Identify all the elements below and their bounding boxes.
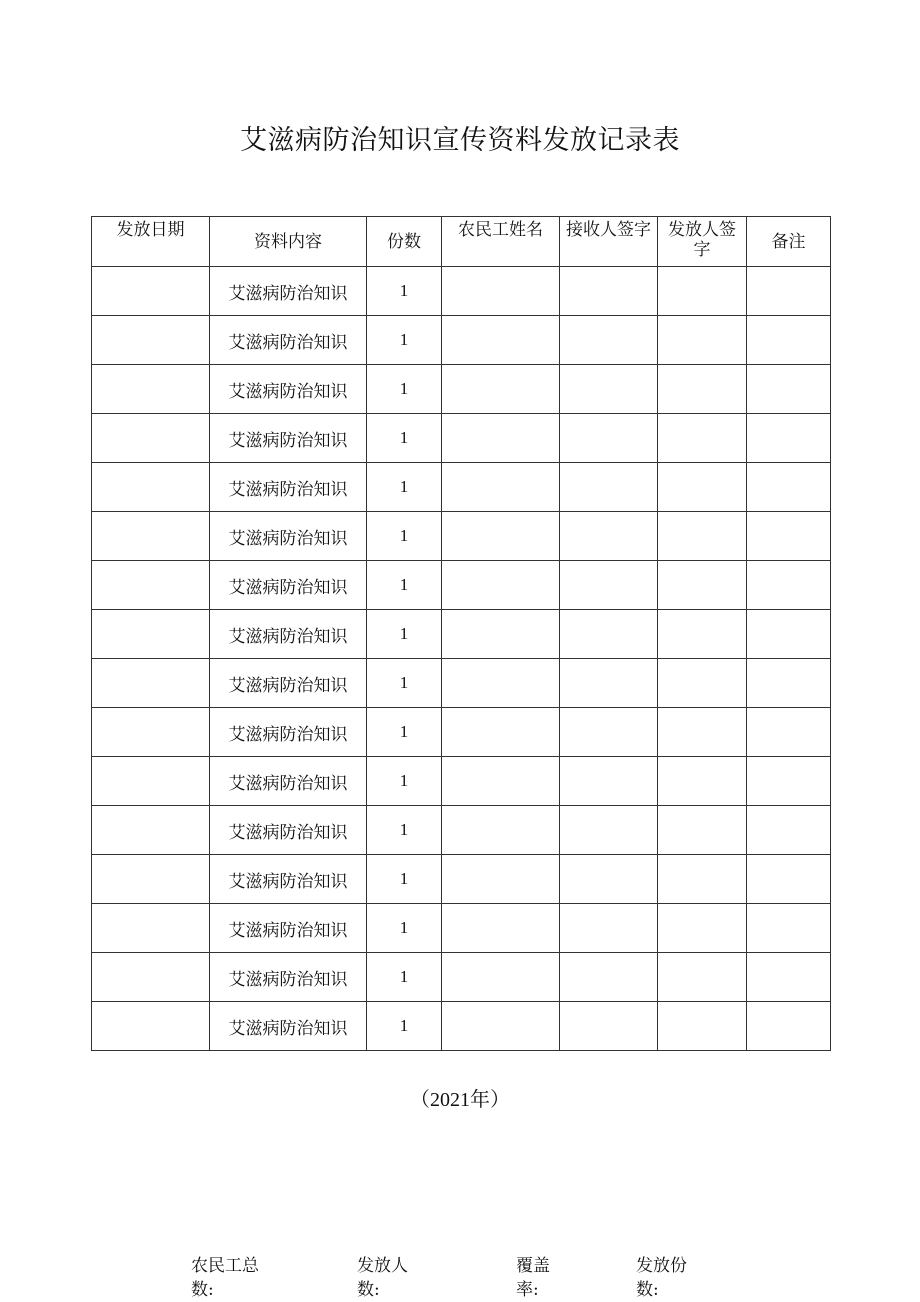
- cell-receiver-sign[interactable]: [560, 757, 658, 806]
- cell-remarks[interactable]: [747, 904, 831, 953]
- cell-remarks[interactable]: [747, 463, 831, 512]
- header-receiver-sign: 接收人签字: [560, 217, 658, 267]
- cell-distributor-sign[interactable]: [658, 610, 747, 659]
- cell-remarks[interactable]: [747, 610, 831, 659]
- cell-distributor-sign[interactable]: [658, 365, 747, 414]
- footer-copies-issued: [636, 1254, 687, 1302]
- header-content: 资料内容: [210, 217, 367, 267]
- cell-remarks[interactable]: [747, 708, 831, 757]
- header-worker-name: 农民工姓名: [442, 217, 560, 267]
- cell-date[interactable]: [92, 463, 210, 512]
- cell-distributor-sign[interactable]: [658, 1002, 747, 1051]
- cell-distributor-sign[interactable]: [658, 708, 747, 757]
- cell-date[interactable]: [92, 610, 210, 659]
- cell-copies: 1: [367, 659, 442, 708]
- cell-content: 艾滋病防治知识: [210, 904, 367, 953]
- cell-distributor-sign[interactable]: [658, 855, 747, 904]
- cell-distributor-sign[interactable]: [658, 414, 747, 463]
- cell-distributor-sign[interactable]: [658, 806, 747, 855]
- header-distributor-sign-line1: 发放人签: [668, 220, 736, 240]
- cell-copies: 1: [367, 610, 442, 659]
- footer-copies-issued-line2: 数:: [636, 1280, 659, 1300]
- cell-remarks[interactable]: [747, 806, 831, 855]
- cell-copies: 1: [367, 463, 442, 512]
- cell-content: 艾滋病防治知识: [210, 708, 367, 757]
- cell-worker-name[interactable]: [442, 1002, 560, 1051]
- year-label: （2021年）: [410, 1089, 510, 1111]
- cell-remarks[interactable]: [747, 855, 831, 904]
- footer-copies-issued-line1: 发放份: [636, 1256, 687, 1276]
- cell-copies: 1: [367, 904, 442, 953]
- cell-worker-name[interactable]: [442, 561, 560, 610]
- cell-worker-name[interactable]: [442, 904, 560, 953]
- footer-distributors-line2: 数:: [357, 1280, 380, 1300]
- cell-distributor-sign[interactable]: [658, 757, 747, 806]
- cell-receiver-sign[interactable]: [560, 904, 658, 953]
- cell-copies: 1: [367, 757, 442, 806]
- footer-total-workers-line1: 农民工总: [191, 1256, 259, 1276]
- cell-date[interactable]: [92, 806, 210, 855]
- cell-date[interactable]: [92, 316, 210, 365]
- cell-worker-name[interactable]: [442, 365, 560, 414]
- cell-receiver-sign[interactable]: [560, 267, 658, 316]
- cell-date[interactable]: [92, 1002, 210, 1051]
- cell-worker-name[interactable]: [442, 757, 560, 806]
- cell-content: 艾滋病防治知识: [210, 757, 367, 806]
- cell-date[interactable]: [92, 414, 210, 463]
- cell-content: 艾滋病防治知识: [210, 463, 367, 512]
- cell-content: 艾滋病防治知识: [210, 316, 367, 365]
- cell-copies: 1: [367, 414, 442, 463]
- cell-content: 艾滋病防治知识: [210, 414, 367, 463]
- header-distributor-sign: [658, 217, 747, 267]
- cell-distributor-sign[interactable]: [658, 316, 747, 365]
- cell-remarks[interactable]: [747, 757, 831, 806]
- cell-worker-name[interactable]: [442, 953, 560, 1002]
- cell-receiver-sign[interactable]: [560, 1002, 658, 1051]
- cell-date[interactable]: [92, 512, 210, 561]
- table-row: [92, 855, 831, 904]
- table-row: [92, 757, 831, 806]
- cell-date[interactable]: [92, 561, 210, 610]
- cell-worker-name[interactable]: [442, 316, 560, 365]
- cell-worker-name[interactable]: [442, 610, 560, 659]
- cell-worker-name[interactable]: [442, 463, 560, 512]
- cell-worker-name[interactable]: [442, 512, 560, 561]
- cell-content: 艾滋病防治知识: [210, 1002, 367, 1051]
- cell-worker-name[interactable]: [442, 659, 560, 708]
- cell-distributor-sign[interactable]: [658, 953, 747, 1002]
- cell-remarks[interactable]: [747, 1002, 831, 1051]
- cell-remarks[interactable]: [747, 953, 831, 1002]
- cell-distributor-sign[interactable]: [658, 904, 747, 953]
- footer-total-workers-line2: 数:: [191, 1280, 214, 1300]
- table-row: [92, 463, 831, 512]
- cell-remarks[interactable]: [747, 659, 831, 708]
- footer-coverage-line1: 覆盖: [516, 1256, 550, 1276]
- footer-distributors: [357, 1254, 408, 1302]
- cell-date[interactable]: [92, 855, 210, 904]
- cell-copies: 1: [367, 267, 442, 316]
- cell-worker-name[interactable]: [442, 267, 560, 316]
- cell-receiver-sign[interactable]: [560, 953, 658, 1002]
- table-row: [92, 953, 831, 1002]
- table-row: [92, 561, 831, 610]
- cell-copies: 1: [367, 708, 442, 757]
- table-row: [92, 316, 831, 365]
- cell-content: 艾滋病防治知识: [210, 267, 367, 316]
- cell-worker-name[interactable]: [442, 806, 560, 855]
- cell-date[interactable]: [92, 659, 210, 708]
- cell-receiver-sign[interactable]: [560, 316, 658, 365]
- distribution-record-table: [91, 216, 831, 1051]
- table-row: [92, 904, 831, 953]
- cell-copies: 1: [367, 806, 442, 855]
- footer-coverage-line2: 率:: [516, 1280, 539, 1300]
- cell-date[interactable]: [92, 708, 210, 757]
- table-row: [92, 806, 831, 855]
- cell-copies: 1: [367, 316, 442, 365]
- cell-receiver-sign[interactable]: [560, 708, 658, 757]
- cell-content: 艾滋病防治知识: [210, 512, 367, 561]
- cell-distributor-sign[interactable]: [658, 267, 747, 316]
- table-row: [92, 1002, 831, 1051]
- header-remarks: 备注: [747, 217, 831, 267]
- cell-date[interactable]: [92, 267, 210, 316]
- cell-worker-name[interactable]: [442, 414, 560, 463]
- header-distributor-sign-line2: 字: [693, 240, 711, 260]
- cell-receiver-sign[interactable]: [560, 610, 658, 659]
- cell-receiver-sign[interactable]: [560, 806, 658, 855]
- table-row: [92, 610, 831, 659]
- cell-remarks[interactable]: [747, 316, 831, 365]
- table-row: [92, 512, 831, 561]
- cell-remarks[interactable]: [747, 365, 831, 414]
- footer-distributors-line1: 发放人: [357, 1256, 408, 1276]
- cell-distributor-sign[interactable]: [658, 659, 747, 708]
- cell-remarks[interactable]: [747, 267, 831, 316]
- header-copies: 份数: [367, 217, 442, 267]
- cell-distributor-sign[interactable]: [658, 561, 747, 610]
- cell-receiver-sign[interactable]: [560, 414, 658, 463]
- cell-distributor-sign[interactable]: [658, 463, 747, 512]
- cell-receiver-sign[interactable]: [560, 855, 658, 904]
- cell-copies: 1: [367, 1002, 442, 1051]
- cell-date[interactable]: [92, 904, 210, 953]
- cell-remarks[interactable]: [747, 512, 831, 561]
- cell-copies: 1: [367, 561, 442, 610]
- cell-copies: 1: [367, 855, 442, 904]
- table-row: [92, 659, 831, 708]
- cell-remarks[interactable]: [747, 561, 831, 610]
- cell-worker-name[interactable]: [442, 855, 560, 904]
- cell-receiver-sign[interactable]: [560, 463, 658, 512]
- cell-content: 艾滋病防治知识: [210, 610, 367, 659]
- footer-total-workers: [191, 1254, 259, 1302]
- cell-worker-name[interactable]: [442, 708, 560, 757]
- cell-content: 艾滋病防治知识: [210, 855, 367, 904]
- cell-copies: 1: [367, 512, 442, 561]
- table-row: [92, 365, 831, 414]
- table-header-row: [92, 217, 831, 267]
- table-row: [92, 708, 831, 757]
- cell-receiver-sign[interactable]: [560, 561, 658, 610]
- cell-remarks[interactable]: [747, 414, 831, 463]
- cell-distributor-sign[interactable]: [658, 512, 747, 561]
- cell-content: 艾滋病防治知识: [210, 806, 367, 855]
- footer-coverage: [516, 1254, 550, 1302]
- cell-content: 艾滋病防治知识: [210, 365, 367, 414]
- page-title: 艾滋病防治知识宣传资料发放记录表: [240, 125, 680, 156]
- cell-content: 艾滋病防治知识: [210, 659, 367, 708]
- cell-copies: 1: [367, 365, 442, 414]
- cell-date[interactable]: [92, 757, 210, 806]
- cell-date[interactable]: [92, 953, 210, 1002]
- cell-content: 艾滋病防治知识: [210, 953, 367, 1002]
- cell-date[interactable]: [92, 365, 210, 414]
- table-row: [92, 414, 831, 463]
- cell-receiver-sign[interactable]: [560, 365, 658, 414]
- header-date: 发放日期: [92, 217, 210, 267]
- cell-receiver-sign[interactable]: [560, 512, 658, 561]
- cell-receiver-sign[interactable]: [560, 659, 658, 708]
- cell-content: 艾滋病防治知识: [210, 561, 367, 610]
- table-row: [92, 267, 831, 316]
- cell-copies: 1: [367, 953, 442, 1002]
